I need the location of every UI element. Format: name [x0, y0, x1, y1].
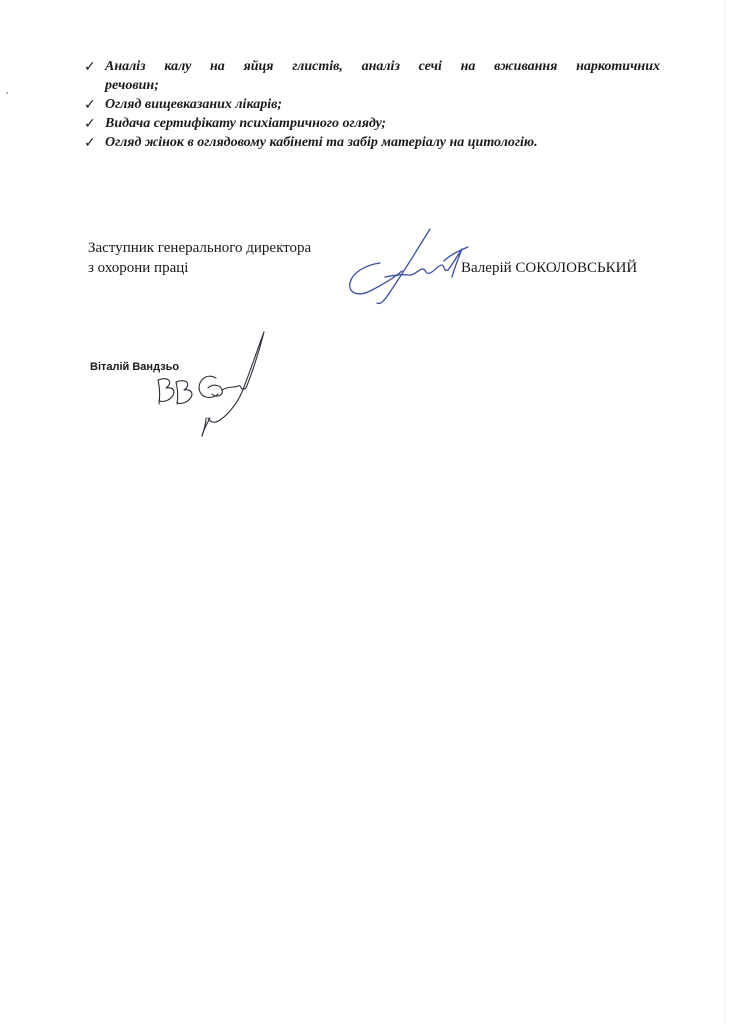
page-edge — [724, 0, 725, 1024]
visa-name: Віталій Вандзьо — [90, 361, 180, 373]
list-item-text: Аналіз калу на яйця глистів, аналіз сечі на вживання наркотичних — [105, 59, 660, 74]
check-mark-icon: ✓ — [84, 59, 96, 75]
list-item — [82, 133, 660, 152]
signatory-name: Валерій СОКОЛОВСЬКИЙ — [461, 260, 638, 276]
list-item — [82, 95, 660, 114]
check-mark-icon: ✓ — [84, 116, 96, 132]
signatory-position — [88, 238, 311, 278]
check-mark-icon: ✓ — [84, 97, 96, 113]
position-line: Заступник генерального директора — [88, 240, 312, 256]
position-line: з охорони праці — [88, 260, 189, 276]
list-item-text: Огляд жінок в оглядовому кабінеті та забір матеріалу на цитологію. — [105, 135, 538, 150]
check-mark-icon: ✓ — [84, 135, 96, 151]
scan-artifact — [6, 92, 8, 94]
list-item — [82, 57, 660, 76]
signature-sokolovskyi-icon — [340, 225, 480, 310]
list-item-text: речовин; — [105, 78, 159, 93]
list-item — [82, 114, 660, 133]
list-item-continuation — [82, 76, 660, 95]
requirements-checklist — [82, 57, 660, 152]
list-item-text: Видача сертифікату психіатричного огляду; — [105, 116, 387, 131]
signature-vandzo-icon — [150, 328, 270, 443]
list-item-text: Огляд вищевказаних лікарів; — [105, 97, 283, 112]
